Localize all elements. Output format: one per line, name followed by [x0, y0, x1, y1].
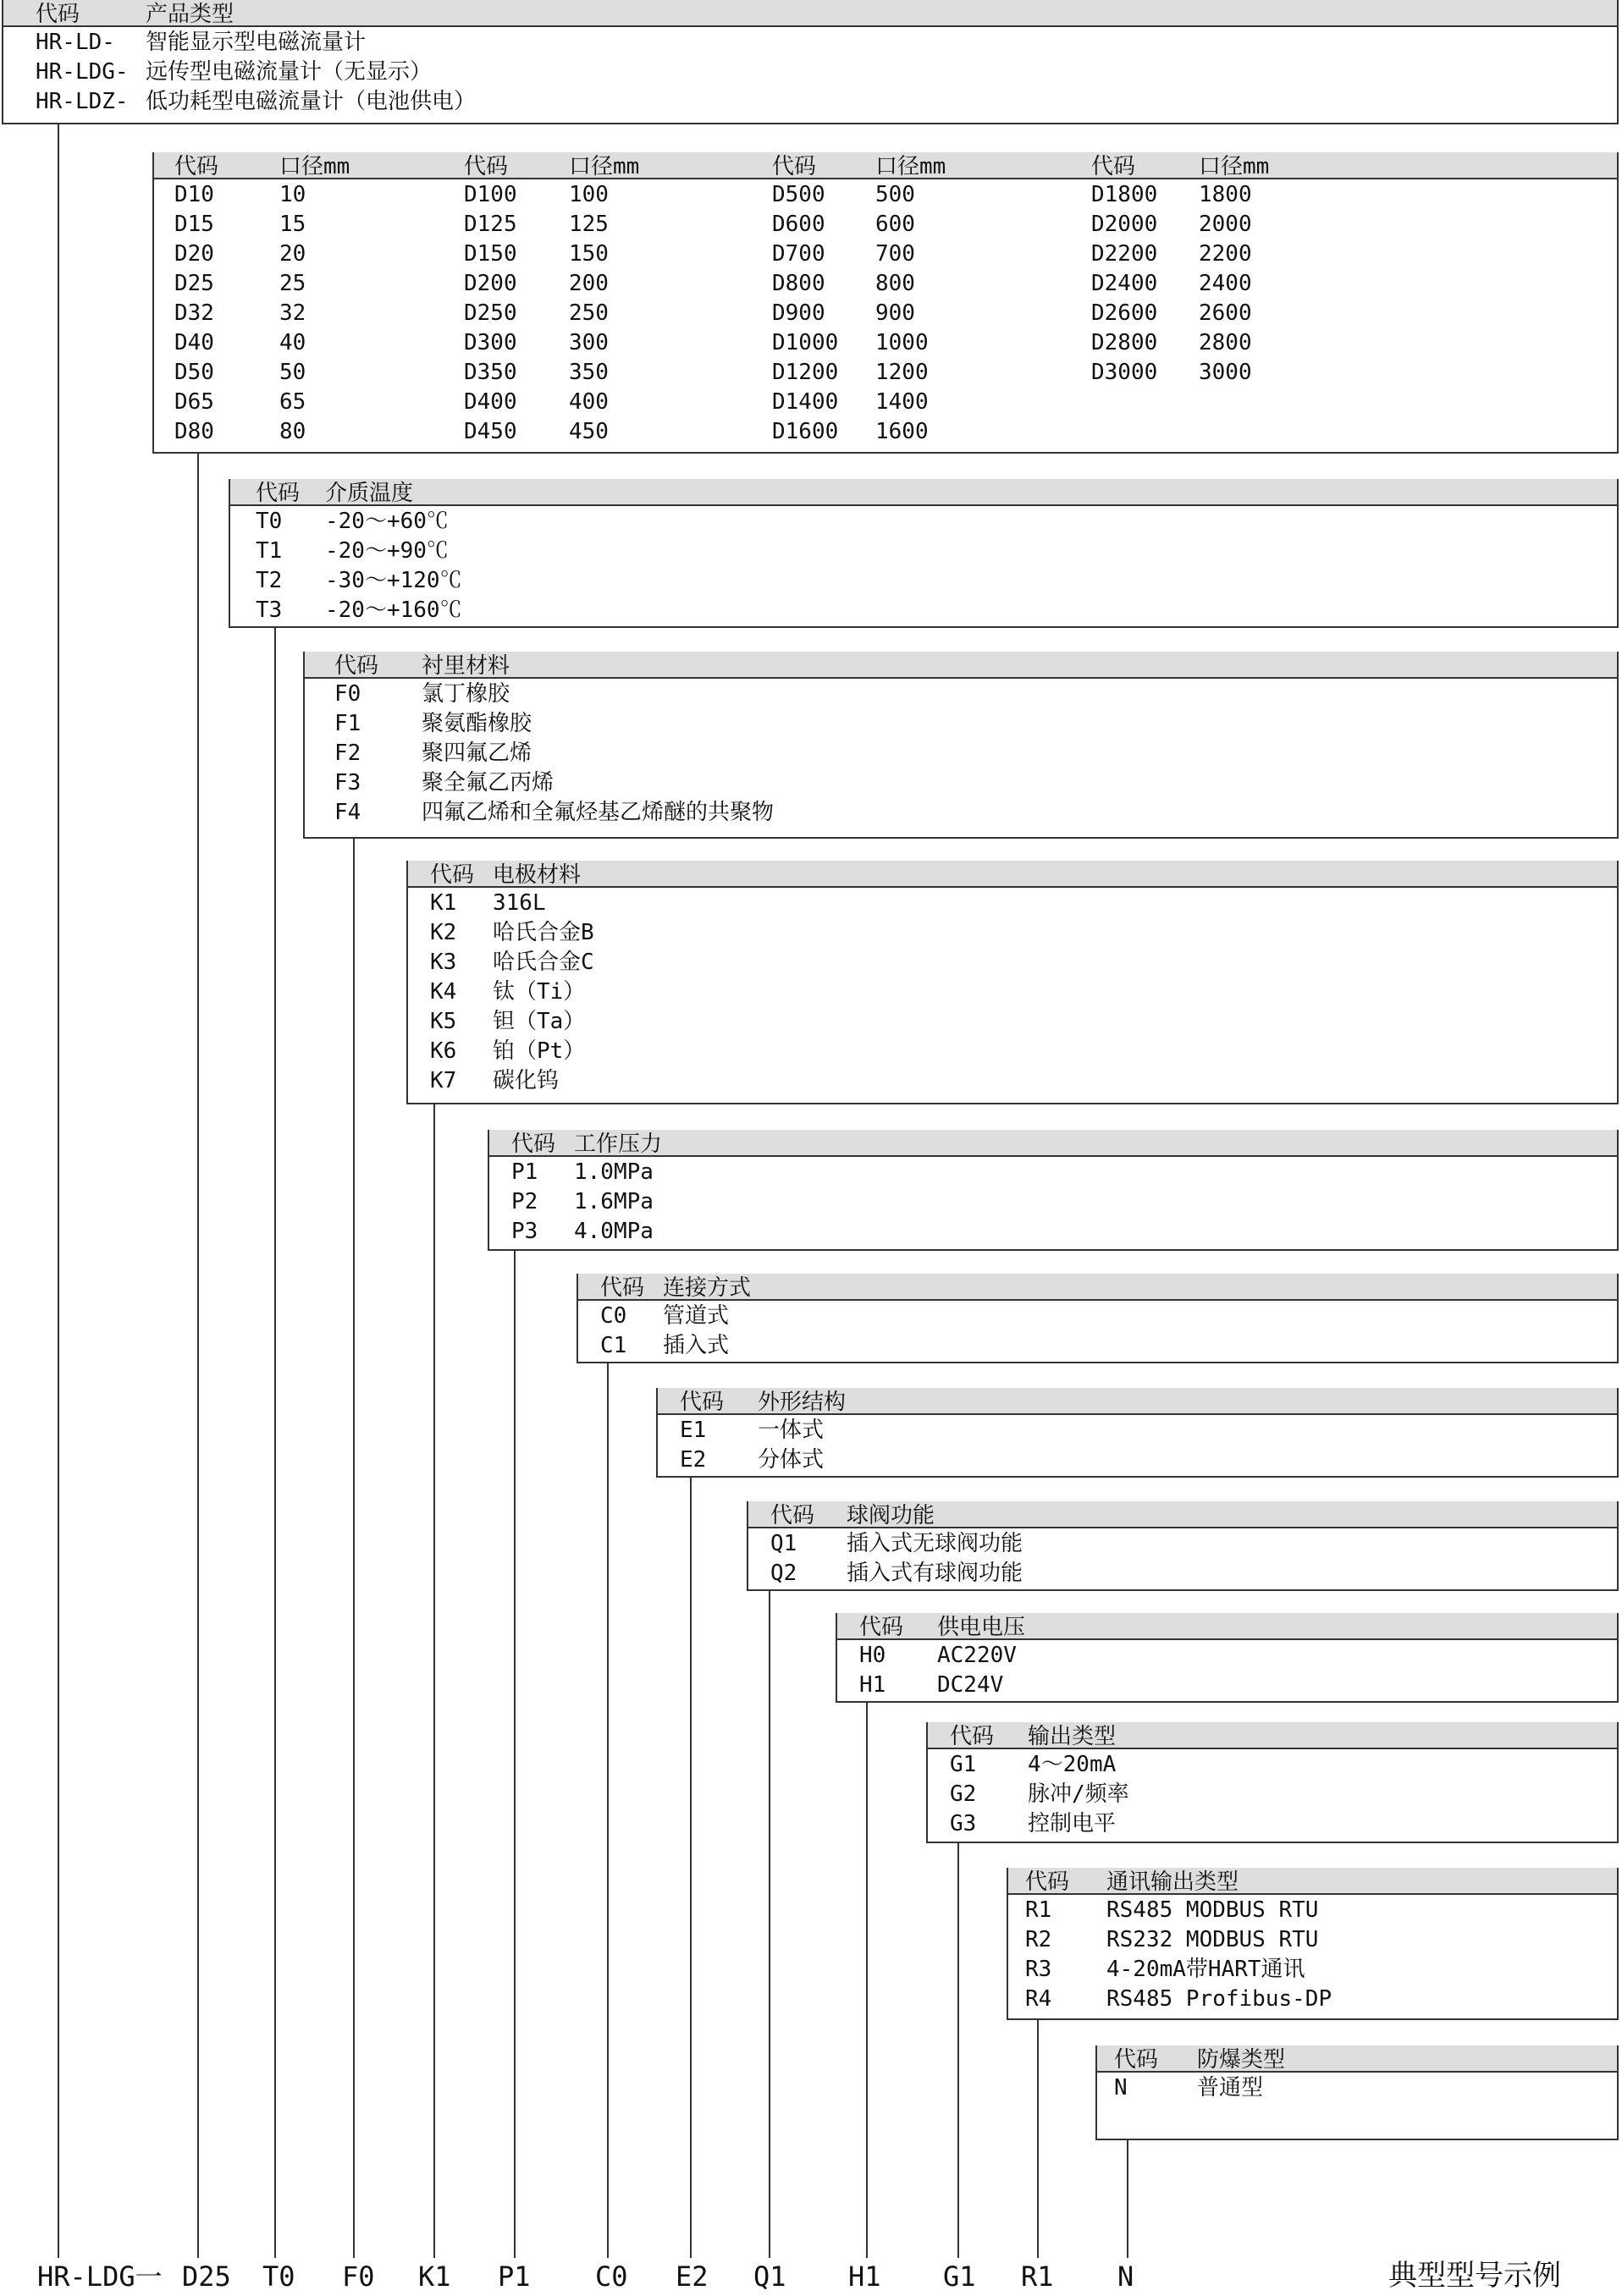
option-value: 1800 — [1199, 182, 1252, 207]
header-label: 代码 — [464, 154, 509, 179]
option-value: 316L — [493, 890, 546, 916]
option-value: 分体式 — [758, 1447, 825, 1473]
header-label: 代码 — [430, 862, 475, 888]
option-code: D400 — [464, 389, 517, 415]
option-code: P1 — [511, 1159, 538, 1185]
header-label: 电极材料 — [493, 862, 582, 888]
header-label: 代码 — [1091, 154, 1136, 179]
option-value: 25 — [279, 271, 306, 296]
header-label: 代码 — [36, 2, 80, 27]
option-code: H1 — [859, 1672, 886, 1698]
option-code: D1800 — [1091, 182, 1158, 207]
section-ball-valve-function — [747, 1501, 1619, 1591]
option-value: 350 — [569, 360, 609, 385]
option-value: -20～+90℃ — [325, 538, 449, 564]
option-value: 钛（Ti） — [493, 979, 586, 1005]
option-code: F2 — [334, 741, 361, 766]
option-code: H0 — [859, 1643, 886, 1668]
option-value: RS485 MODBUS RTU — [1106, 1897, 1319, 1923]
connector-line-supply-voltage — [866, 1703, 868, 2258]
option-value: 1200 — [875, 360, 929, 385]
option-value: 900 — [875, 300, 915, 326]
connector-line-electrode-material — [433, 1104, 435, 2258]
option-code: D10 — [174, 182, 214, 207]
option-code: D800 — [772, 271, 825, 296]
option-code: Q1 — [770, 1531, 797, 1556]
header-label: 口径mm — [279, 154, 350, 179]
option-value: 600 — [875, 212, 915, 237]
option-code: C0 — [600, 1303, 627, 1329]
header-label: 代码 — [511, 1131, 556, 1157]
connector-line-ball-valve-function — [769, 1591, 770, 2258]
option-code: D1000 — [772, 330, 839, 355]
option-value: 2400 — [1199, 271, 1252, 296]
option-value: 插入式无球阀功能 — [847, 1531, 1023, 1556]
option-value: DC24V — [937, 1672, 1004, 1698]
section-output-type — [926, 1722, 1619, 1843]
option-value: 1000 — [875, 330, 929, 355]
option-code: D1400 — [772, 389, 839, 415]
connector-line-diameter — [197, 454, 199, 2258]
section-product-type — [2, 0, 1619, 124]
option-value: -20～+160℃ — [325, 597, 462, 623]
option-code: D125 — [464, 212, 517, 237]
section-explosion-proof-type — [1095, 2045, 1619, 2140]
option-value: 100 — [569, 182, 609, 207]
option-value: 4.0MPa — [574, 1219, 654, 1244]
option-code: D450 — [464, 419, 517, 444]
option-value: 1.6MPa — [574, 1189, 654, 1214]
option-code: D1200 — [772, 360, 839, 385]
option-value: 32 — [279, 300, 306, 326]
header-label: 输出类型 — [1028, 1724, 1117, 1749]
option-value: RS232 MODBUS RTU — [1106, 1927, 1319, 1952]
option-value: 450 — [569, 419, 609, 444]
option-value: 4-20mA带HART通讯 — [1106, 1957, 1305, 1982]
header-label: 口径mm — [569, 154, 640, 179]
section-connection-type — [577, 1274, 1619, 1363]
option-value: 800 — [875, 271, 915, 296]
option-value: 钽（Ta） — [493, 1009, 586, 1034]
option-code: HR-LD- — [36, 30, 115, 55]
model-code-segment: E2 — [676, 2260, 709, 2293]
option-code: D600 — [772, 212, 825, 237]
option-value: RS485 Profibus-DP — [1106, 1986, 1332, 2012]
section-header-explosion-proof-type — [1097, 2045, 1617, 2073]
option-code: D15 — [174, 212, 214, 237]
option-value: 碳化钨 — [493, 1068, 560, 1093]
model-code-segment: C0 — [595, 2260, 628, 2293]
option-code: P2 — [511, 1189, 538, 1214]
model-code-segment: F0 — [342, 2260, 375, 2293]
connector-line-structure-type — [690, 1478, 692, 2258]
option-code: K2 — [430, 920, 457, 945]
option-code: D20 — [174, 241, 214, 267]
option-value: 一体式 — [758, 1418, 825, 1443]
section-electrode-material — [406, 861, 1619, 1104]
header-label: 工作压力 — [574, 1131, 663, 1157]
header-label: 代码 — [772, 154, 817, 179]
section-header-communication-output-type — [1008, 1868, 1617, 1895]
section-communication-output-type — [1007, 1868, 1619, 2020]
option-code: D65 — [174, 389, 214, 415]
option-code: D2600 — [1091, 300, 1158, 326]
connector-line-lining-material — [353, 839, 355, 2258]
option-code: G1 — [950, 1752, 977, 1777]
option-value: 智能显示型电磁流量计 — [146, 30, 367, 55]
header-label: 防爆类型 — [1197, 2047, 1286, 2073]
option-code: R4 — [1025, 1986, 1052, 2012]
section-working-pressure — [488, 1130, 1619, 1251]
option-value: 控制电平 — [1028, 1811, 1117, 1836]
option-value: -20～+60℃ — [325, 509, 449, 534]
option-code: D1600 — [772, 419, 839, 444]
header-label: 代码 — [859, 1615, 904, 1640]
option-code: T1 — [256, 538, 283, 564]
option-code: D40 — [174, 330, 214, 355]
option-value: 150 — [569, 241, 609, 267]
option-code: D900 — [772, 300, 825, 326]
caption-typical-model-example: 典型型号示例 — [1388, 2259, 1561, 2293]
option-value: 普通型 — [1197, 2075, 1264, 2101]
header-label: 代码 — [950, 1724, 995, 1749]
option-code: K6 — [430, 1038, 457, 1064]
option-code: D2200 — [1091, 241, 1158, 267]
option-code: D2000 — [1091, 212, 1158, 237]
header-label: 代码 — [770, 1503, 815, 1528]
option-code: T0 — [256, 509, 283, 534]
model-code-segment: Q1 — [753, 2260, 786, 2293]
option-value: 400 — [569, 389, 609, 415]
option-code: K3 — [430, 950, 457, 975]
option-code: F1 — [334, 711, 361, 736]
option-value: 10 — [279, 182, 306, 207]
model-code-segment: D25 — [182, 2260, 231, 2293]
model-code-segment: G1 — [943, 2260, 976, 2293]
option-value: 插入式有球阀功能 — [847, 1561, 1023, 1586]
header-label: 口径mm — [1199, 154, 1270, 179]
option-code: D200 — [464, 271, 517, 296]
option-code: D150 — [464, 241, 517, 267]
section-header-electrode-material — [408, 861, 1617, 888]
option-code: K1 — [430, 890, 457, 916]
section-lining-material — [303, 652, 1619, 839]
option-code: F4 — [334, 800, 361, 825]
option-value: 125 — [569, 212, 609, 237]
model-code-segment: HR-LDG一 — [37, 2260, 163, 2293]
option-code: F3 — [334, 770, 361, 796]
option-value: 1.0MPa — [574, 1159, 654, 1185]
model-code-segment: P1 — [498, 2260, 531, 2293]
option-value: 插入式 — [663, 1333, 730, 1358]
option-code: E2 — [680, 1447, 707, 1473]
option-code: G2 — [950, 1781, 977, 1807]
option-value: 聚全氟乙丙烯 — [422, 770, 554, 796]
header-label: 代码 — [256, 481, 301, 506]
section-supply-voltage — [836, 1613, 1619, 1703]
header-label: 代码 — [600, 1275, 645, 1301]
section-header-medium-temperature — [230, 479, 1617, 506]
option-code: D700 — [772, 241, 825, 267]
option-value: 氯丁橡胶 — [422, 681, 510, 707]
section-medium-temperature — [229, 479, 1619, 628]
option-value: 200 — [569, 271, 609, 296]
header-label: 代码 — [1114, 2047, 1159, 2073]
option-value: 远传型电磁流量计（无显示） — [146, 59, 433, 85]
option-value: 80 — [279, 419, 306, 444]
header-label: 介质温度 — [325, 481, 414, 506]
header-label: 连接方式 — [663, 1275, 752, 1301]
option-code: D300 — [464, 330, 517, 355]
option-value: 聚四氟乙烯 — [422, 741, 532, 766]
option-value: 低功耗型电磁流量计（电池供电） — [146, 89, 477, 114]
option-value: 1400 — [875, 389, 929, 415]
option-code: D2800 — [1091, 330, 1158, 355]
header-label: 衬里材料 — [422, 653, 510, 679]
option-value: 700 — [875, 241, 915, 267]
option-code: D50 — [174, 360, 214, 385]
model-code-segment: R1 — [1021, 2260, 1054, 2293]
option-value: 4～20mA — [1028, 1752, 1117, 1777]
option-value: 聚氨酯橡胶 — [422, 711, 532, 736]
option-code: K5 — [430, 1009, 457, 1034]
option-code: K4 — [430, 979, 457, 1005]
option-value: 哈氏合金B — [493, 920, 594, 945]
model-code-segment: K1 — [418, 2260, 451, 2293]
connector-line-output-type — [957, 1843, 959, 2258]
option-code: HR-LDG- — [36, 59, 129, 85]
option-value: 四氟乙烯和全氟烃基乙烯醚的共聚物 — [422, 800, 775, 825]
connector-line-working-pressure — [514, 1251, 516, 2258]
connector-line-explosion-proof-type — [1127, 2140, 1128, 2258]
section-header-product-type — [3, 0, 1617, 27]
header-label: 外形结构 — [758, 1390, 847, 1415]
connector-line-product-type — [58, 124, 59, 2258]
header-label: 通讯输出类型 — [1106, 1869, 1239, 1895]
option-code: D100 — [464, 182, 517, 207]
option-code: D80 — [174, 419, 214, 444]
option-value: 250 — [569, 300, 609, 326]
option-code: HR-LDZ- — [36, 89, 129, 114]
option-value: 3000 — [1199, 360, 1252, 385]
option-value: AC220V — [937, 1643, 1017, 1668]
connector-line-communication-output-type — [1037, 2020, 1039, 2258]
option-value: 65 — [279, 389, 306, 415]
option-code: C1 — [600, 1333, 627, 1358]
option-value: 50 — [279, 360, 306, 385]
option-value: 铂（Pt） — [493, 1038, 586, 1064]
option-value: 2000 — [1199, 212, 1252, 237]
option-value: 2600 — [1199, 300, 1252, 326]
option-value: 哈氏合金C — [493, 950, 594, 975]
option-code: R1 — [1025, 1897, 1052, 1923]
option-code: D2400 — [1091, 271, 1158, 296]
header-label: 代码 — [334, 653, 379, 679]
option-code: R2 — [1025, 1927, 1052, 1952]
header-label: 代码 — [174, 154, 219, 179]
header-label: 供电电压 — [937, 1615, 1026, 1640]
option-code: D25 — [174, 271, 214, 296]
header-label: 产品类型 — [146, 2, 234, 27]
option-code: G3 — [950, 1811, 977, 1836]
header-label: 球阀功能 — [847, 1503, 935, 1528]
option-value: 1600 — [875, 419, 929, 444]
header-label: 口径mm — [875, 154, 946, 179]
section-diameter — [152, 152, 1619, 454]
option-code: P3 — [511, 1219, 538, 1244]
option-code: D500 — [772, 182, 825, 207]
connector-line-medium-temperature — [274, 628, 276, 2258]
option-value: 20 — [279, 241, 306, 267]
option-code: N — [1114, 2075, 1128, 2101]
option-value: 2800 — [1199, 330, 1252, 355]
option-value: 管道式 — [663, 1303, 730, 1329]
option-code: K7 — [430, 1068, 457, 1093]
option-value: 2200 — [1199, 241, 1252, 267]
option-value: 15 — [279, 212, 306, 237]
option-code: D350 — [464, 360, 517, 385]
option-code: T3 — [256, 597, 283, 623]
option-code: R3 — [1025, 1957, 1052, 1982]
option-value: 40 — [279, 330, 306, 355]
option-code: D250 — [464, 300, 517, 326]
header-label: 代码 — [1025, 1869, 1070, 1895]
option-code: D3000 — [1091, 360, 1158, 385]
option-code: Q2 — [770, 1561, 797, 1586]
option-value: -30～+120℃ — [325, 568, 462, 593]
option-value: 300 — [569, 330, 609, 355]
header-label: 代码 — [680, 1390, 725, 1415]
option-value: 500 — [875, 182, 915, 207]
model-code-segment: H1 — [848, 2260, 881, 2293]
model-code-segment: N — [1117, 2260, 1134, 2293]
section-structure-type — [656, 1388, 1619, 1478]
model-code-segment: T0 — [262, 2260, 295, 2293]
option-code: T2 — [256, 568, 283, 593]
connector-line-connection-type — [607, 1363, 609, 2258]
option-code: E1 — [680, 1418, 707, 1443]
option-code: F0 — [334, 681, 361, 707]
option-value: 脉冲/频率 — [1028, 1781, 1129, 1807]
option-code: D32 — [174, 300, 214, 326]
